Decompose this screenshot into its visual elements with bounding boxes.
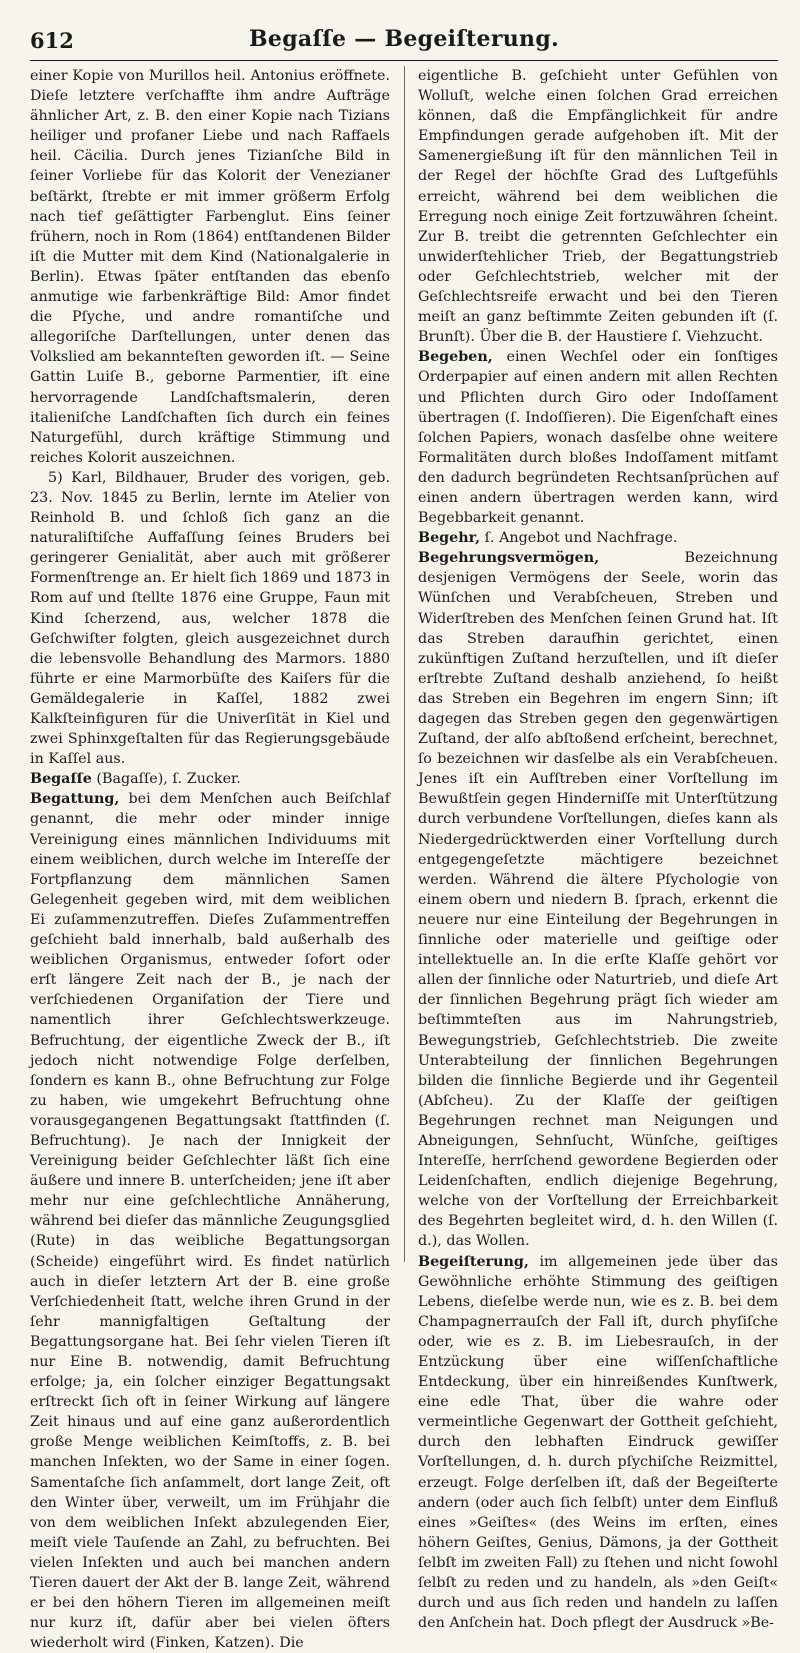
entry-text: einen Wechſel oder ein ſonſtiges Orderpapier auf einen andern mit allen Rechten und Pflichten durch Giro oder Indoſſament übertragen (ſ. Indoſſieren). Die Eigenſchaft eines ſolchen Papiers, wonach dasſelbe ohne weitere Formalitäten durch bloßes Indoſſament mitſamt den dadurch begründeten Rechtsanſprüchen auf einen andern übertragen werden kann, wird Begebbarkeit genannt.	[418, 349, 778, 527]
entry-text: ſ. Angebot und Nachfrage.	[480, 530, 678, 547]
entry-begeisterung	[418, 1252, 778, 1634]
entry-headword: Begattung,	[30, 791, 120, 808]
entry-headword: Begehrungsvermögen,	[418, 550, 600, 567]
paragraph: eigentliche B. geſchieht unter Gefühlen von Wolluſt, welche einen ſolchen Grad erreichen können, daß die Empfänglichkeit für andre Empfindungen gerade aufgehoben iſt. Mit der Samenergießung iſt für den männlichen Teil in der Regel der höchſte Grad des Luſtgefühls erreicht, während bei dem weiblichen die Erregung noch einige Zeit fortzuwähren ſcheint. Zur B. treibt die getrennten Geſchlechter ein unwiderſtehlicher Trieb, der Begattungstrieb oder Geſchlechtstrieb, welcher mit der Geſchlechtsreife erwacht und bei den Tieren meiſt an ganz beſtimmte Zeiten gebunden iſt (ſ. Brunſt). Über die B. der Haustiere ſ. Viehzucht.	[418, 68, 778, 346]
running-head: Begaſſe — Begeiſterung.	[249, 26, 559, 52]
entry-begehr	[418, 528, 778, 548]
paragraph: 5) Karl, Bildhauer, Bruder des vorigen, geb. 23. Nov. 1845 zu Berlin, lernte im Atelier von Reinhold B. und ſchloß ſich ganz an die naturaliſtiſche Auffaſſung ſeines Bruders bei geringerer Genialität, aber auch mit größerer Formenſtrenge an. Er hielt ſich 1869 und 1873 in Rom auf und ſtellte 1876 eine Gruppe, Faun mit Kind ſcherzend, aus, welcher 1878 die Geſchwiſter folgten, gleich ausgezeichnet durch die lebensvolle Behandlung des Marmors. 1880 führte er eine Marmorbüſte des Kaiſers für die Gemäldegalerie in Kaſſel, 1882 zwei Kalkſteinfiguren für die Univerſität in Kiel und zwei Sphinxgeſtalten für das Regierungsgebäude in Kaſſel aus.	[30, 469, 390, 768]
left-column	[30, 66, 390, 1652]
entry-begasse	[30, 769, 390, 789]
entry-text: bei dem Menſchen auch Beiſchlaf genannt, die mehr oder minder innige Vereinigung eines männlichen Individuums mit einem weiblichen, durch welche im Intereſſe der Fortpflanzung dem männlichen Samen Gelegenheit gegeben wird, mit dem weiblichen Ei zuſammenzutreffen. Dieſes Zuſammentreffen geſchieht bald innerhalb, bald außerhalb des weiblichen Organismus, entweder ſofort oder erſt längere Zeit nach der B., je nach der verſchiedenen Organiſation der Tiere und namentlich ihrer Geſchlechtswerkzeuge. Befruchtung, der eigentliche Zweck der B., iſt jedoch nicht notwendige Folge derſelben, ſondern es kann B., ohne Befruchtung zur Folge zu haben, wie umgekehrt Befruchtung ohne vorausgegangenen Begattungsakt ſtattfinden (ſ. Befruchtung). Je nach der Innigkeit der Vereinigung beider Geſchlechter läßt ſich eine äußere und innere B. unterſcheiden; jene iſt aber mehr nur eine geſchlechtliche Annäherung, während bei dieſer das männliche Zeugungsglied (Rute) in das weibliche Begattungsorgan (Scheide) eingeführt wird. Es findet natürlich auch in dieſer letztern Art der B. eine große Verſchiedenheit ſtatt, welche ihren Grund in der ſehr mannigfaltigen Geſtaltung der Begattungsorgane hat. Bei ſehr vielen Tieren iſt nur Eine B. notwendig, damit Befruchtung erfolge; ja, ein ſolcher einziger Begattungsakt erſtreckt ſich oft in ſeiner Wirkung auf längere Zeit hinaus und auf eine ganz außerordentlich große Menge weiblichen Keimſtoffs, z. B. bei manchen Inſekten, wo der Same in einer ſogen. Samentaſche ſich anſammelt, dort lange Zeit, oft den Winter über, verweilt, um im Frühjahr die von dem weiblichen Inſekt abzulegenden Eier, meiſt viele Tauſende an Zahl, zu befruchten. Bei vielen Inſekten und auch bei manchen andern Tieren dauert der Akt der B. lange Zeit, während er bei den höhern Tieren im allgemeinen meiſt nur kurz iſt, dafür aber bei vielen öfters wiederholt wird (Finken, Katzen). Die	[30, 791, 390, 1652]
entry-headword: Begeben,	[418, 349, 493, 366]
page-header	[30, 22, 778, 54]
column-divider	[404, 66, 405, 1262]
entry-begehrungsvermoegen	[418, 548, 778, 1251]
header-rule	[30, 60, 778, 61]
page-number: 612	[30, 28, 74, 53]
entry-headword: Begeiſterung,	[418, 1253, 529, 1270]
paragraph: einer Kopie von Murillos heil. Antonius eröffnete. Dieſe letztere verſchaffte ihm andre Aufträge ähnlicher Art, z. B. den einer Kopie nach Tizians heiliger und profaner Liebe und nach Raffaels heil. Cäcilia. Durch jenes Tizianſche Bild in ſeiner Vorliebe für das Kolorit der Venezianer beſtärkt, ſtrebte er mit immer größerm Erfolg nach tief geſättigter Farbenglut. Eins ſeiner frühern, noch in Rom (1864) entſtandenen Bilder iſt die Mutter mit dem Kind (Nationalgalerie in Berlin). Etwas ſpäter entſtanden das ebenſo anmutige wie farbenkräftige Bild: Amor findet die Pſyche, und andre romantiſche und allegoriſche Darſtellungen, unter denen das Volkslied am bekannteſten geworden iſt. — Seine Gattin Luiſe B., geborne Parmentier, iſt eine hervorragende Landſchaftsmalerin, deren italieniſche Landſchaften ſich durch ein feines Naturgefühl, durch kräftige Stimmung und reiches Kolorit auszeichnen.	[30, 68, 390, 466]
entry-text: Bezeichnung desjenigen Vermögens der Seele, worin das Wünſchen und Verabſcheuen, Streben und Widerſtreben des Menſchen ſeinen Grund hat. Iſt das Streben daraufhin gerichtet, einen zukünftigen Zuſtand herzuſtellen, und iſt dieſer erſtrebte Zuſtand deshalb anziehend, ſo heißt das Streben ein Begehren im engern Sinn; iſt dagegen das Streben gegen den gegenwärtigen Zuſtand, der alſo abſtoßend erſcheint, berechnet, ſo bezeichnen wir dasſelbe als ein Verabſcheuen. Jenes iſt ein Aufſtreben einer Vorſtellung im Bewußtſein gegen Hinderniſſe mit Unterſtützung durch verbundene Vorſtellungen, dieſes kann als Niedergedrücktwerden einer Vorſtellung durch entgegengeſetzte mächtigere bezeichnet werden. Während die ältere Pſychologie von einem obern und niedern B. ſprach, erkennt die neuere nur eine Einteilung der Begehrungen in ſinnliche oder materielle und geiſtige oder intellektuelle an. In die erſte Klaſſe gehört vor allen der ſinnliche oder Naturtrieb, und dieſe Art der ſinnlichen Begehrung prägt ſich wieder am beſtimmteſten aus im Nahrungstrieb, Bewegungstrieb, Geſchlechtstrieb. Die zweite Unterabteilung der ſinnlichen Begehrungen bilden die ſinnliche Begierde und ihr Gegenteil (Abſcheu). Zu der Klaſſe der geiſtigen Begehrungen rechnet man Neigungen und Abneigungen, Sehnſucht, Wünſche, geiſtiges Intereſſe, herrſchend gewordene Begierden oder Leidenſchaften, endlich diejenige Begehrung, welche von der Vorſtellung der Erreichbarkeit des Begehrten begleitet wird, d. h. den Willen (ſ. d.), das Wollen.	[418, 550, 778, 1250]
entry-begattung	[30, 789, 390, 1653]
entry-text: im allgemeinen jede über das Gewöhnliche erhöhte Stimmung des geiſtigen Lebens, dieſelbe werde nun, wie es z. B. bei dem Champagnerrauſch der Fall iſt, durch phyſiſche oder, wie es z. B. im Liebesrauſch, in der Entzückung über eine wiſſenſchaftliche Entdeckung, über ein hinreißendes Kunſtwerk, eine edle That, über die wahre oder vermeintliche Gegenwart der Gottheit geſchieht, durch den lebhaften Eindruck gewiſſer Vorſtellungen, d. h. durch pſychiſche Reizmittel, erzeugt. Folge derſelben iſt, daß der Begeiſterte andern (oder auch ſich ſelbſt) unter dem Einfluß eines »Geiſtes« (des Weins im erſten, eines höhern Geiſtes, Genius, Dämons, ja der Gottheit ſelbſt im zweiten Fall) zu ſtehen und nicht ſowohl ſelbſt zu reden und zu handeln, als »den Geiſt« durch und aus ſich reden und handeln zu laſſen den Anſchein hat. Doch pflegt der Ausdruck »Be-	[418, 1253, 778, 1632]
entry-text: (Bagaſſe), ſ. Zucker.	[91, 771, 241, 788]
right-column	[418, 66, 778, 1632]
entry-begeben	[418, 347, 778, 528]
entry-headword: Begehr,	[418, 530, 481, 547]
entry-headword: Begaſſe	[30, 771, 92, 788]
